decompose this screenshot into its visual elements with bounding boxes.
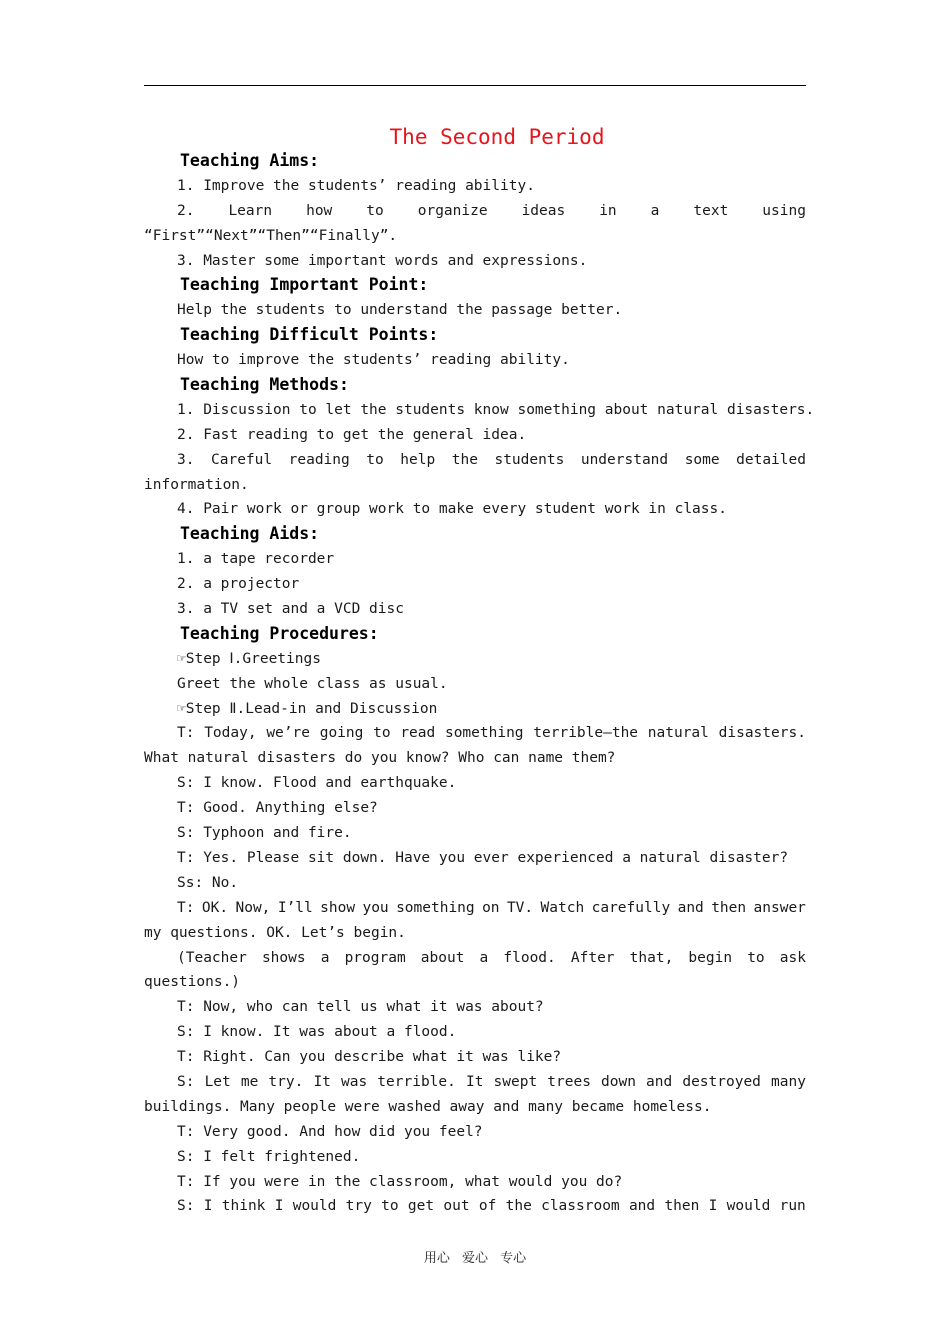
text-line-continued: buildings. Many people were washed away and many became homeless. — [144, 1098, 712, 1115]
word: I — [203, 1198, 213, 1215]
text-line: 1. Improve the students’ reading ability. — [177, 177, 535, 194]
word: ideas — [521, 202, 566, 219]
word: begin — [688, 949, 733, 966]
word: OK. — [201, 899, 229, 916]
text-line: 2. Fast reading to get the general idea. — [177, 426, 527, 443]
word: Learn — [228, 202, 273, 219]
section-heading: Teaching Methods: — [180, 375, 349, 395]
word: reading — [288, 451, 350, 468]
text-line: T: Yes. Please sit down. Have you ever experienced a natural disaster? — [177, 849, 789, 866]
word: 3. — [177, 451, 195, 468]
word: (Teacher — [177, 949, 247, 966]
text-line: T: Good. Anything else? — [177, 800, 378, 817]
text-line-continued: What natural disasters do you know? Who can name them? — [144, 750, 616, 767]
word: S: — [177, 1198, 195, 1215]
section-heading: Teaching Procedures: — [180, 623, 379, 643]
word: trees — [547, 1073, 591, 1090]
document-body — [144, 149, 815, 1219]
text-line-justified — [144, 721, 806, 746]
word: Careful — [211, 451, 273, 468]
word: T: — [177, 725, 195, 742]
section-heading: Teaching Aids: — [180, 524, 320, 544]
word: down — [601, 1073, 636, 1090]
word: how — [306, 202, 333, 219]
word: terrible—the — [533, 725, 639, 742]
word: show — [320, 899, 356, 916]
text-line: How to improve the students’ reading ability. — [177, 352, 570, 369]
word: in — [599, 202, 617, 219]
text-line: T: Right. Can you describe what it was like? — [177, 1049, 562, 1066]
text-line: 2. a projector — [177, 576, 300, 593]
word: It — [465, 1073, 484, 1090]
word: to — [747, 949, 765, 966]
word: me — [240, 1073, 259, 1090]
word: about — [420, 949, 465, 966]
word: to — [366, 202, 384, 219]
word: run — [779, 1198, 806, 1215]
section-heading: Teaching Aims: — [180, 151, 320, 170]
word: to — [373, 725, 391, 742]
text-line: S: Typhoon and fire. — [177, 825, 352, 842]
word: shows — [261, 949, 306, 966]
word: After — [570, 949, 615, 966]
word: to — [381, 1198, 399, 1215]
text-line: T: Now, who can tell us what it was about? — [177, 999, 544, 1016]
word: Now, — [235, 899, 271, 916]
text-line-continued: information. — [144, 476, 249, 493]
word: that, — [629, 949, 674, 966]
section-heading: Teaching Difficult Points: — [180, 325, 439, 345]
text-line: 3. Master some important words and expressions. — [177, 252, 588, 269]
word: a — [320, 949, 330, 966]
word: carefully — [591, 899, 671, 916]
text-line: ☞Step Ⅱ.Lead-in and Discussion — [177, 700, 438, 717]
word: was — [341, 1073, 368, 1090]
word: something — [396, 899, 475, 916]
word: then — [664, 1198, 700, 1215]
word: ask — [779, 949, 806, 966]
word: read — [400, 725, 436, 742]
word: try. — [268, 1073, 304, 1090]
word: classroom — [541, 1198, 620, 1215]
word: we’re — [266, 725, 310, 742]
text-line: 3. a TV set and a VCD disc — [177, 601, 404, 618]
word: going — [319, 725, 364, 742]
word: of — [478, 1198, 497, 1215]
word: help — [400, 451, 436, 468]
word: and — [677, 899, 704, 916]
word: text — [693, 202, 729, 219]
word: 2. — [177, 202, 195, 219]
word: students — [494, 451, 565, 468]
word: something — [444, 725, 524, 742]
word: to — [366, 451, 384, 468]
word: flood. — [503, 949, 556, 966]
text-line: 4. Pair work or group work to make every student work in class. — [177, 501, 727, 518]
word: destroyed — [682, 1073, 761, 1090]
word: out — [443, 1198, 470, 1215]
text-line: 1. a tape recorder — [177, 551, 335, 568]
text-line: 1. Discussion to let the students know something about natural disasters. — [177, 401, 815, 418]
text-line: T: If you were in the classroom, what would you do? — [177, 1173, 623, 1190]
section-heading: Teaching Important Point: — [180, 275, 429, 295]
text-line-continued: “First”“Next”“Then”“Finally”. — [144, 227, 398, 244]
word: organize — [417, 202, 488, 219]
text-line: Greet the whole class as usual. — [177, 675, 448, 692]
word: would — [292, 1198, 337, 1215]
word: and — [646, 1073, 673, 1090]
word: many — [771, 1073, 806, 1090]
word: on — [482, 899, 500, 916]
word: natural — [647, 725, 709, 742]
word: a — [650, 202, 660, 219]
text-line: S: I know. Flood and earthquake. — [177, 775, 457, 792]
word: then — [711, 899, 747, 916]
word: swept — [493, 1073, 538, 1090]
text-line-justified — [144, 448, 806, 473]
text-line-justified — [144, 1194, 806, 1219]
word: a — [479, 949, 489, 966]
word: understand — [580, 451, 669, 468]
text-line-justified — [144, 1070, 806, 1095]
word: you — [362, 899, 389, 916]
word: TV. — [506, 899, 534, 916]
word: some — [684, 451, 720, 468]
text-line-justified — [144, 946, 806, 971]
word: I — [708, 1198, 718, 1215]
text-line-continued: questions.) — [144, 974, 241, 991]
text-line-justified — [144, 896, 806, 921]
word: program — [344, 949, 406, 966]
text-line: Ss: No. — [177, 874, 239, 891]
word: T: — [177, 899, 195, 916]
word: Let — [204, 1073, 231, 1090]
word: detailed — [736, 451, 806, 468]
text-line: S: I felt frightened. — [177, 1148, 361, 1165]
word: It — [313, 1073, 331, 1090]
text-line: T: Very good. And how did you feel? — [177, 1123, 483, 1140]
word: answer — [753, 899, 806, 916]
page-title: The Second Period — [389, 125, 605, 149]
word: I’ll — [277, 899, 313, 916]
word: disasters. — [718, 725, 806, 742]
text-line: ☞Step Ⅰ.Greetings — [177, 650, 321, 667]
word: think — [221, 1198, 266, 1215]
word: would — [726, 1198, 771, 1215]
page-footer: 用心 爱心 专心 — [423, 1251, 527, 1266]
word: I — [274, 1198, 284, 1215]
word: and — [628, 1198, 656, 1215]
word: the — [451, 451, 478, 468]
text-line: Help the students to understand the passage better. — [177, 302, 623, 319]
word: terrible. — [377, 1073, 456, 1090]
text-line-justified — [144, 199, 806, 224]
word: try — [345, 1198, 372, 1215]
word: using — [762, 202, 806, 219]
word: Today, — [204, 725, 257, 742]
word: S: — [177, 1073, 195, 1090]
word: Watch — [540, 899, 585, 916]
text-line-continued: my questions. OK. Let’s begin. — [144, 924, 406, 941]
text-line: S: I know. It was about a flood. — [177, 1024, 457, 1041]
header-rule — [144, 85, 806, 86]
word: the — [505, 1198, 532, 1215]
word: get — [407, 1198, 435, 1215]
